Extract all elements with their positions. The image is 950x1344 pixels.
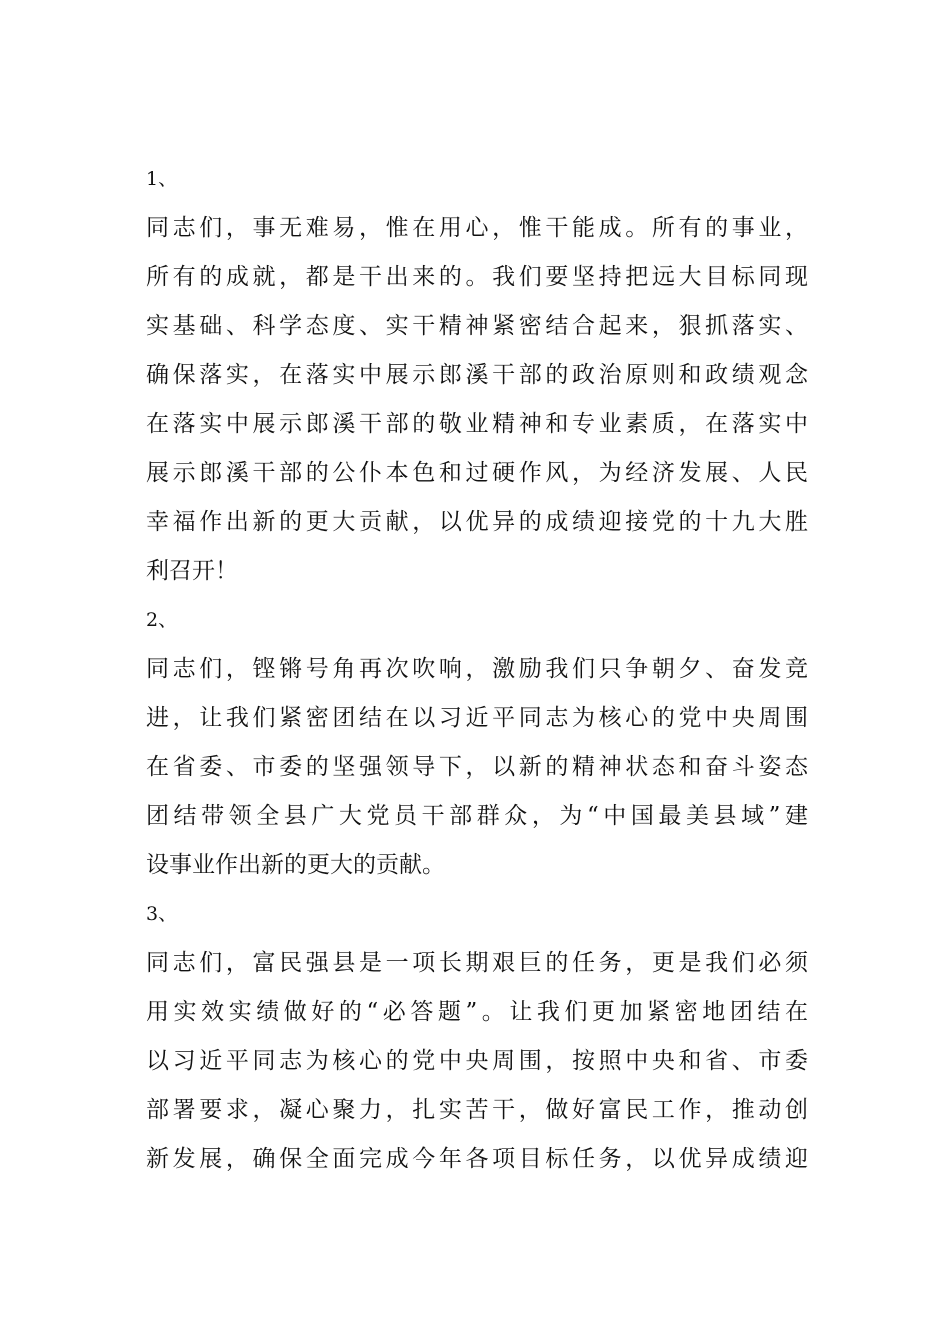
section-number: 1、	[146, 168, 178, 190]
paragraph-line: 以习近平同志为核心的党中央周围，按照中央和省、市委	[146, 1048, 808, 1074]
paragraph-line: 团结带领全县广大党员干部群众，为“中国最美县域”建	[146, 803, 808, 829]
paragraph-line: 在省委、市委的坚强领导下，以新的精神状态和奋斗姿态	[146, 754, 808, 780]
document-page	[146, 155, 808, 1184]
paragraph-line: 实基础、科学态度、实干精神紧密结合起来，狠抓落实、	[146, 313, 808, 339]
paragraph-line: 展示郎溪干部的公仆本色和过硬作风，为经济发展、人民	[146, 460, 808, 486]
section-number: 2、	[146, 609, 178, 631]
paragraph-line: 用实效实绩做好的“必答题”。让我们更加紧密地团结在	[146, 999, 808, 1025]
paragraph-line: 同志们，富民强县是一项长期艰巨的任务，更是我们必须	[146, 950, 808, 976]
paragraph-line: 部署要求，凝心聚力，扎实苦干，做好富民工作，推动创	[146, 1097, 808, 1123]
section-number: 3、	[146, 903, 178, 925]
section-1	[146, 155, 808, 596]
paragraph-line: 在落实中展示郎溪干部的敬业精神和专业素质，在落实中	[146, 411, 808, 437]
paragraph-line: 同志们，铿锵号角再次吹响，激励我们只争朝夕、奋发竞	[146, 656, 808, 682]
paragraph-line: 新发展，确保全面完成今年各项目标任务，以优异成绩迎	[146, 1146, 808, 1172]
paragraph-line: 幸福作出新的更大贡献，以优异的成绩迎接党的十九大胜	[146, 509, 808, 535]
paragraph-line: 进，让我们紧密团结在以习近平同志为核心的党中央周围	[146, 705, 808, 731]
paragraph-line: 确保落实，在落实中展示郎溪干部的政治原则和政绩观念	[146, 362, 808, 388]
section-3	[146, 890, 808, 1184]
section-2	[146, 596, 808, 890]
paragraph-line: 利召开！	[146, 558, 238, 584]
paragraph-line: 所有的成就，都是干出来的。我们要坚持把远大目标同现	[146, 264, 808, 290]
paragraph-line: 同志们，事无难易，惟在用心，惟干能成。所有的事业，	[146, 215, 808, 241]
paragraph-line: 设事业作出新的更大的贡献。	[146, 852, 445, 878]
